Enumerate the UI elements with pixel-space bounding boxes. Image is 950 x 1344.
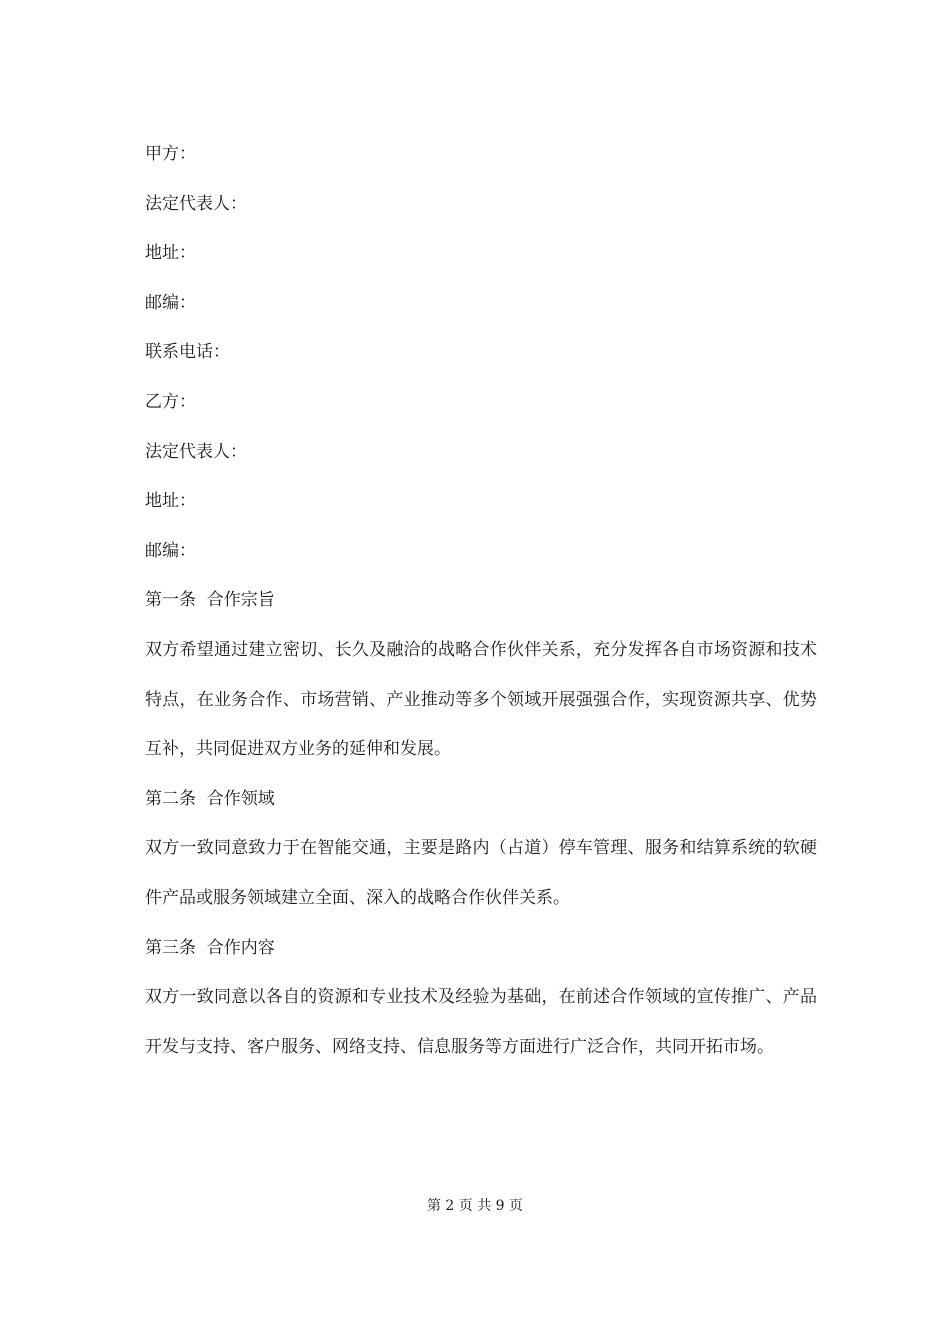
page-number-footer: 第 2 页 共 9 页	[426, 1198, 524, 1214]
party-a-legal-rep: 法定代表人：	[145, 193, 247, 214]
article-3-body: 双方一致同意以各自的资源和专业技术及经验为基础，在前述合作领域的宣传推广、产品开发与支持、客户服务、网络支持、信息服务等方面进行广泛合作，共同开拓市场。	[145, 987, 817, 1057]
article-2-heading: 第二条 合作领域	[145, 788, 275, 809]
party-a-phone: 联系电话：	[145, 342, 230, 363]
article-1-body: 双方希望通过建立密切、长久及融洽的战略合作伙伴关系，充分发挥各自市场资源和技术特点，在业务合作、市场营销、产业推动等多个领域开展强强合作，实现资源共享、优势互补，共同促进双方业务的延伸和发展。	[145, 639, 817, 760]
party-b-postcode: 邮编：	[145, 540, 196, 561]
document-body	[145, 130, 817, 1072]
party-a-postcode: 邮编：	[145, 292, 196, 313]
party-a-label: 甲方：	[145, 144, 196, 164]
party-b-legal-rep: 法定代表人：	[145, 441, 247, 462]
party-b-label: 乙方：	[145, 391, 196, 412]
party-a-address: 地址：	[145, 243, 196, 264]
article-3-heading: 第三条 合作内容	[145, 937, 275, 958]
party-b-address: 地址：	[145, 491, 196, 512]
article-2-body: 双方一致同意致力于在智能交通，主要是路内（占道）停车管理、服务和结算系统的软硬件产品或服务领域建立全面、深入的战略合作伙伴关系。	[145, 838, 817, 908]
article-1-heading: 第一条 合作宗旨	[145, 590, 275, 611]
